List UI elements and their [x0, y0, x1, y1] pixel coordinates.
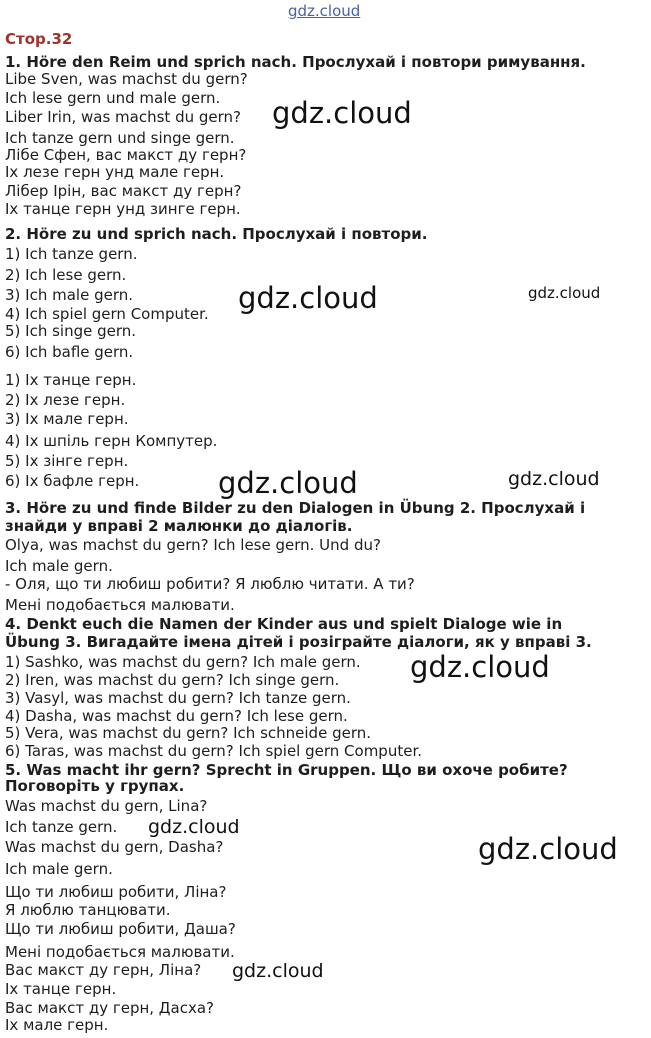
text-line: Olya, was machst du gern? Ich lese gern. Und du? [5, 536, 381, 554]
exercise-heading: 3. Höre zu und finde Bilder zu den Dialogen in Übung 2. Прослухай і [5, 499, 586, 517]
text-line: Лібер Ірін, вас макст ду герн? [5, 182, 242, 200]
watermark: gdz.cloud [238, 281, 378, 315]
text-line: Ich male gern. [5, 860, 113, 878]
text-line: Вас макст ду герн, Дасха? [5, 999, 214, 1017]
text-line: 6) Ich bafle gern. [5, 343, 134, 361]
text-line: Ich tanze gern und singe gern. [5, 129, 235, 147]
text-line: 6) Taras, was machst du gern? Ich spiel gern Computer. [5, 742, 422, 760]
text-line: Мені подобається малювати. [5, 596, 235, 614]
text-line: 2) Іх лезе герн. [5, 391, 126, 409]
text-line: Вас макст ду герн, Ліна? [5, 961, 202, 979]
text-line: - Оля, що ти любиш робити? Я люблю читати. А ти? [5, 575, 415, 593]
text-line: 2) Ich lese gern. [5, 266, 127, 284]
watermark: gdz.cloud [478, 832, 618, 866]
exercise-heading: Übung 3. Вигадайте імена дітей і розіграйте діалоги, як у вправі 3. [5, 633, 592, 651]
text-line: 1) Іх танце герн. [5, 371, 137, 389]
text-line: Що ти любиш робити, Ліна? [5, 883, 227, 901]
text-line: Я люблю танцювати. [5, 901, 171, 919]
text-line: 4) Іх шпіль герн Компутер. [5, 432, 218, 450]
text-line: 5) Ich singe gern. [5, 322, 137, 340]
text-line: Libe Sven, was machst du gern? [5, 70, 248, 88]
text-line: Was machst du gern, Dasha? [5, 838, 224, 856]
text-line: Іх лезе герн унд мале герн. [5, 163, 225, 181]
exercise-heading: Поговоріть у групах. [5, 777, 185, 795]
text-line: 1) Ich tanze gern. [5, 245, 138, 263]
text-line: 5) Vera, was machst du gern? Ich schneide gern. [5, 724, 371, 742]
exercise-heading: 4. Denkt euch die Namen der Kinder aus und spielt Dialoge wie in [5, 615, 563, 633]
watermark: gdz.cloud [508, 468, 600, 490]
text-line: Ich tanze gern. [5, 818, 118, 836]
text-line: Що ти любиш робити, Даша? [5, 920, 236, 938]
watermark: gdz.cloud [272, 96, 412, 130]
exercise-heading: 1. Höre den Reim und sprich nach. Прослухай і повтори римування. [5, 53, 586, 71]
text-line: 3) Ich male gern. [5, 286, 134, 304]
text-line: Ich male gern. [5, 557, 113, 575]
exercise-heading: 5. Was macht ihr gern? Sprecht in Gruppen. Що ви охоче робите? [5, 761, 568, 779]
text-line: 4) Dasha, was machst du gern? Ich lese gern. [5, 707, 348, 725]
text-line: 2) Iren, was machst du gern? Ich singe gern. [5, 671, 340, 689]
text-line: Мені подобається малювати. [5, 943, 235, 961]
text-line: Іх танце герн унд зинге герн. [5, 200, 241, 218]
watermark: gdz.cloud [528, 284, 601, 302]
page-number: Стор.32 [5, 30, 73, 48]
text-line: 1) Sashko, was machst du gern? Ich male gern. [5, 653, 361, 671]
watermark: gdz.cloud [148, 816, 240, 838]
text-line: 3) Vasyl, was machst du gern? Ich tanze gern. [5, 689, 351, 707]
watermark: gdz.cloud [232, 960, 324, 982]
text-line: Лібе Сфен, вас макст ду герн? [5, 146, 247, 164]
text-line: Іх танце герн. [5, 980, 117, 998]
site-header-link[interactable]: gdz.cloud [288, 2, 361, 20]
watermark: gdz.cloud [218, 466, 358, 500]
text-line: 4) Ich spiel gern Computer. [5, 305, 209, 323]
watermark: gdz.cloud [410, 650, 550, 684]
text-line: 5) Іх зінге герн. [5, 452, 129, 470]
text-line: 6) Іх бафле герн. [5, 472, 140, 490]
exercise-heading: знайди у вправі 2 малюнки до діалогів. [5, 517, 353, 535]
text-line: Ich lese gern und male gern. [5, 89, 221, 107]
text-line: Liber Irin, was machst du gern? [5, 108, 241, 126]
text-line: 3) Іх мале герн. [5, 410, 129, 428]
exercise-heading: 2. Höre zu und sprich nach. Прослухай і повтори. [5, 225, 428, 243]
text-line: Was machst du gern, Lina? [5, 797, 208, 815]
text-line: Іх мале герн. [5, 1016, 109, 1034]
